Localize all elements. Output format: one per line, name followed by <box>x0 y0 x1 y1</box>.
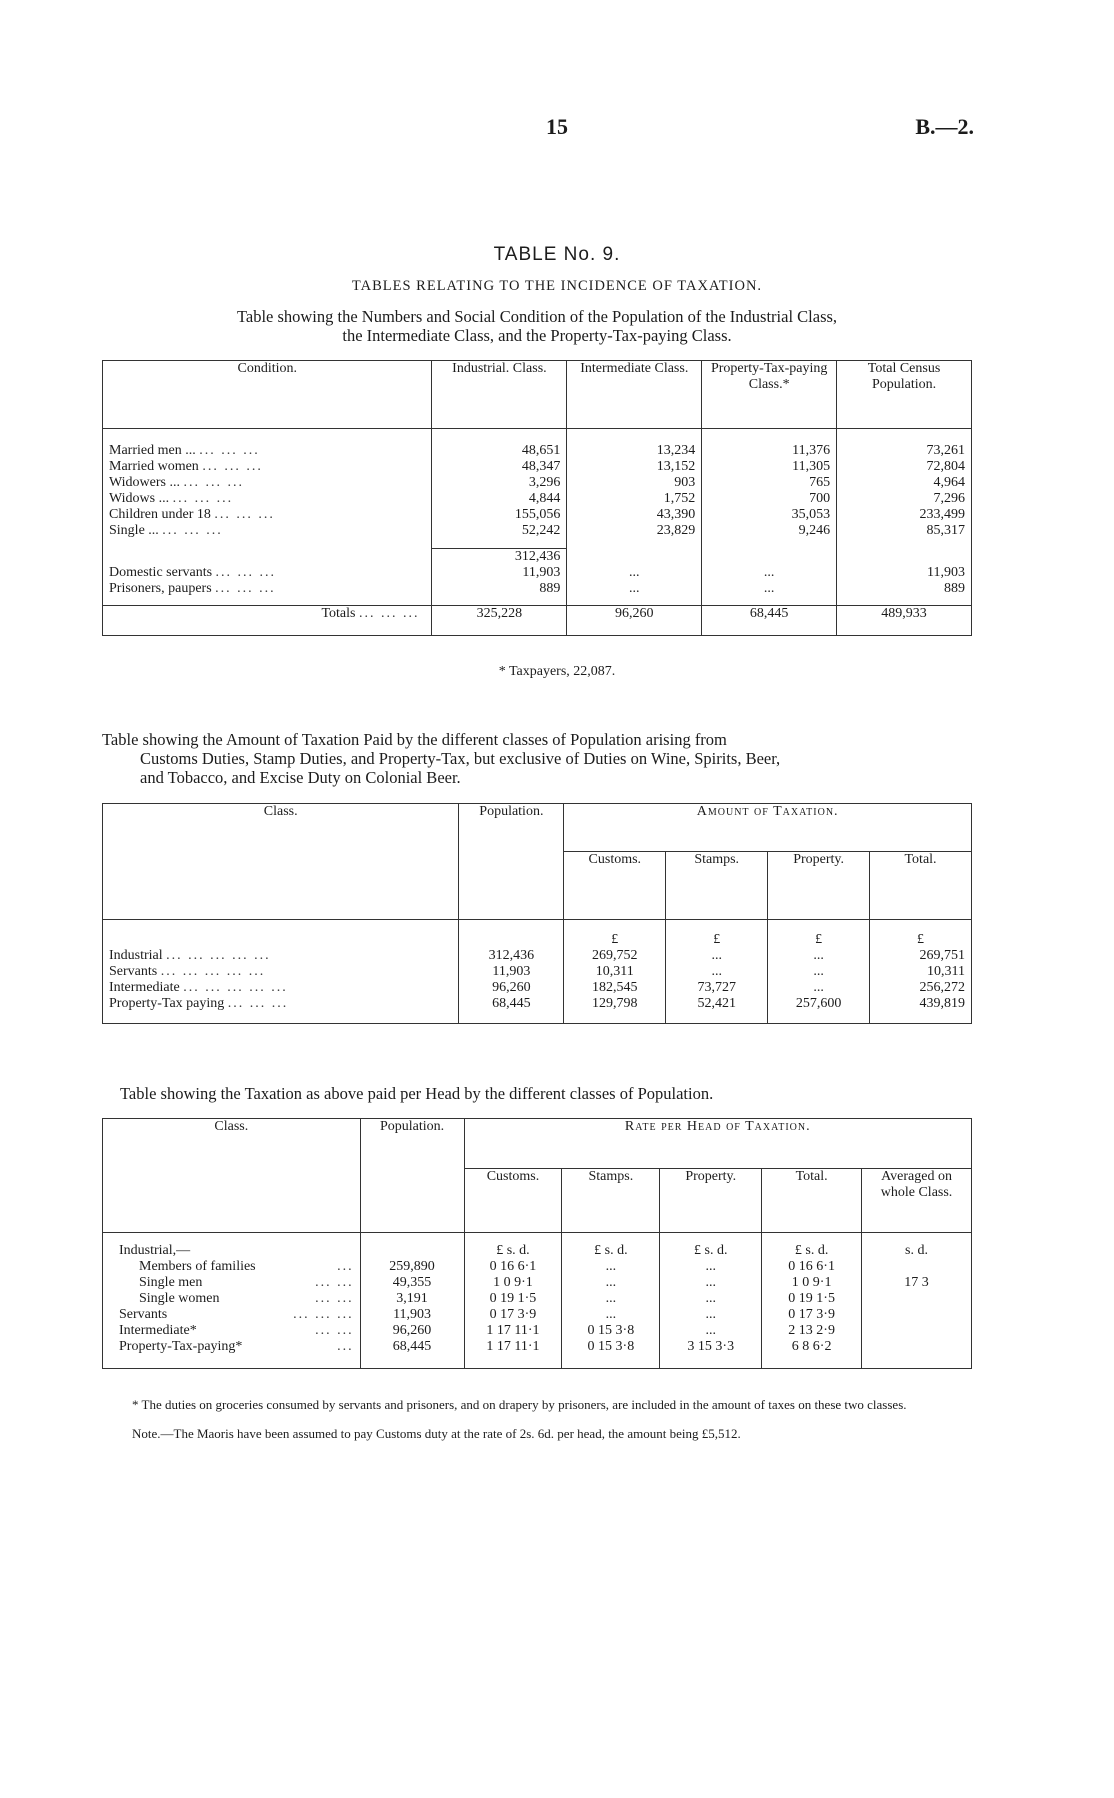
cell-total: 7,296 <box>837 491 972 507</box>
row-leader: ... ... ... <box>162 522 223 538</box>
row-label: Domestic servants <box>109 565 213 580</box>
cell-intermediate: 903 <box>567 475 702 491</box>
cell-population: 11,903 <box>459 964 564 980</box>
row-label: Intermediate* <box>119 1322 197 1338</box>
row-label: Property-Tax paying <box>109 995 225 1011</box>
cell-property: ... <box>660 1323 762 1339</box>
cell-stamps: 0 15 3·8 <box>562 1339 660 1355</box>
units-label: £ s. d. <box>660 1243 762 1259</box>
row-label: Members of families <box>139 1258 256 1274</box>
row-leader: ... ... ... <box>202 458 263 474</box>
cell-stamps: ... <box>562 1307 660 1323</box>
cell-property: 35,053 <box>702 507 837 523</box>
table-row <box>103 1243 972 1259</box>
cell-customs: 0 16 6·1 <box>464 1259 562 1275</box>
table-row <box>103 1259 972 1275</box>
row-label: Servants <box>119 1306 168 1322</box>
table1-footnote: * Taxpayers, 22,087. <box>498 664 616 679</box>
row-label: Servants <box>109 963 158 979</box>
totals-label: Totals <box>321 605 356 621</box>
currency-symbol: £ <box>564 932 666 948</box>
row-leader: ... ... ... <box>172 490 234 506</box>
col-header-stamps: Stamps. <box>666 852 768 920</box>
cell-total: 72,804 <box>837 459 972 475</box>
cell-intermediate: 13,234 <box>567 443 702 459</box>
table1-caption <box>102 307 972 345</box>
group-header-rate: Rate per Head of Taxation. <box>464 1119 971 1169</box>
cell-customs: 10,311 <box>564 964 666 980</box>
col-header-total: Total. <box>870 852 972 920</box>
row-leader: ... ... ... ... ... <box>160 963 266 979</box>
row-label: Industrial,— <box>119 1242 191 1258</box>
table1-caption-line1: Table showing the Numbers and Social Condition of the Population of the Industrial Class, <box>236 307 838 326</box>
row-label: Widowers ... <box>109 474 180 490</box>
cell-population: 259,890 <box>360 1259 464 1275</box>
cell-property: ... <box>768 964 870 980</box>
row-leader: ... ... <box>315 1322 354 1338</box>
table1-caption-line2: the Intermediate Class, and the Property-Tax-paying Class. <box>342 326 732 345</box>
cell-population: 49,355 <box>360 1275 464 1291</box>
table-row <box>103 507 972 523</box>
cell-industrial: 48,347 <box>432 459 567 475</box>
taxation-amount-table <box>102 803 972 1024</box>
row-label: Industrial <box>109 947 163 963</box>
cell-total: 6 8 6·2 <box>762 1339 862 1355</box>
row-leader: ... ... <box>315 1274 354 1290</box>
cell-customs: 129,798 <box>564 996 666 1012</box>
currency-symbol: £ <box>870 932 972 948</box>
cell-population: 68,445 <box>360 1339 464 1355</box>
row-leader: ... ... ... ... ... <box>166 947 271 963</box>
totals-row <box>103 605 972 635</box>
table-row <box>103 491 972 507</box>
cell-stamps: ... <box>666 948 768 964</box>
cell-industrial: 52,242 <box>432 523 567 539</box>
cell-customs: 1 17 11·1 <box>464 1339 562 1355</box>
cell-total: 4,964 <box>837 475 972 491</box>
table-row <box>103 1275 972 1291</box>
row-leader: ... ... ... <box>215 565 277 580</box>
cell-industrial: 4,844 <box>432 491 567 507</box>
subtotal-row <box>103 549 972 566</box>
per-head-table <box>102 1118 972 1369</box>
row-leader: ... ... ... ... ... <box>183 979 288 995</box>
row-leader: ... ... ... <box>227 995 289 1011</box>
row-leader: ... <box>337 1258 354 1274</box>
cell-property: 257,600 <box>768 996 870 1012</box>
cell-total: 85,317 <box>837 523 972 539</box>
table-row <box>103 443 972 459</box>
row-label: Intermediate <box>109 979 180 995</box>
cell-property: ... <box>660 1275 762 1291</box>
table-row <box>103 948 972 964</box>
row-leader: ... ... ... <box>358 605 420 621</box>
population-table <box>102 360 972 636</box>
cell-property: 3 15 3·3 <box>660 1339 762 1355</box>
row-leader: ... <box>337 1338 354 1354</box>
cell-property-total: 68,445 <box>702 605 837 635</box>
cell-total: 889 <box>837 581 972 597</box>
document-reference: B.—2. <box>915 114 974 139</box>
cell-property: ... <box>660 1307 762 1323</box>
cell-property: 765 <box>702 475 837 491</box>
row-label: Children under 18 <box>109 506 211 522</box>
cell-total: 0 19 1·5 <box>762 1291 862 1307</box>
table-row <box>103 1323 972 1339</box>
col-header-population: Population. <box>459 804 564 920</box>
row-leader: ... ... ... <box>214 506 275 522</box>
table2-caption-line3: and Tobacco, and Excise Duty on Colonial Beer. <box>140 768 461 787</box>
cell-total: 256,272 <box>870 980 972 996</box>
cell-industrial: 155,056 <box>432 507 567 523</box>
cell-population: 96,260 <box>459 980 564 996</box>
cell-property: 11,376 <box>702 443 837 459</box>
row-leader: ... ... ... <box>215 581 276 596</box>
cell-stamps: ... <box>562 1259 660 1275</box>
col-header-stamps: Stamps. <box>562 1169 660 1233</box>
cell-total: 439,819 <box>870 996 972 1012</box>
page-subtitle: TABLES RELATING TO THE INCIDENCE OF TAXATION. <box>351 278 763 294</box>
cell-subtotal: 312,436 <box>432 549 567 566</box>
table-row <box>103 1339 972 1355</box>
col-header-intermediate: Intermediate Class. <box>567 361 702 429</box>
col-header-customs: Customs. <box>564 852 666 920</box>
cell-customs: 1 0 9·1 <box>464 1275 562 1291</box>
cell-population: 3,191 <box>360 1291 464 1307</box>
cell-total: 10,311 <box>870 964 972 980</box>
table2-caption-line1: Table showing the Amount of Taxation Paid by the different classes of Population arising from <box>102 730 727 749</box>
taxes-footnote: * The duties on groceries consumed by servants and prisoners, and on drapery by prisoners, are included in the amount of taxes on these two classes. <box>132 1397 907 1412</box>
cell-total: 233,499 <box>837 507 972 523</box>
cell-stamps: 73,727 <box>666 980 768 996</box>
col-header-class: Class. <box>103 804 459 920</box>
cell-stamps: 52,421 <box>666 996 768 1012</box>
row-label: Single ... <box>109 522 159 538</box>
table-row <box>103 980 972 996</box>
cell-property: ... <box>768 980 870 996</box>
table-row <box>103 581 972 597</box>
cell-customs: 0 17 3·9 <box>464 1307 562 1323</box>
cell-total: 73,261 <box>837 443 972 459</box>
page-number: 15 <box>546 114 568 139</box>
cell-industrial: 48,651 <box>432 443 567 459</box>
cell-population: 68,445 <box>459 996 564 1012</box>
page-title: TABLE No. 9. <box>493 244 621 265</box>
group-header-amount: Amount of Taxation. <box>564 804 972 852</box>
table-row <box>103 996 972 1012</box>
maori-note: Note.—The Maoris have been assumed to pay Customs duty at the rate of 2s. 6d. per head, the amount being £5,512. <box>132 1426 741 1441</box>
table-row <box>103 964 972 980</box>
col-header-property: Property. <box>768 852 870 920</box>
col-header-total: Total. <box>762 1169 862 1233</box>
cell-property: ... <box>660 1291 762 1307</box>
units-label: £ s. d. <box>762 1243 862 1259</box>
cell-property: ... <box>660 1259 762 1275</box>
cell-property: ... <box>768 948 870 964</box>
row-leader: ... ... ... <box>199 442 260 458</box>
cell-intermediate: ... <box>567 581 702 597</box>
cell-property: 11,305 <box>702 459 837 475</box>
col-header-customs: Customs. <box>464 1169 562 1233</box>
col-header-class: Class. <box>103 1119 361 1233</box>
col-header-property: Property-Tax-paying Class.* <box>702 361 837 429</box>
table-row <box>103 459 972 475</box>
cell-intermediate: 1,752 <box>567 491 702 507</box>
cell-industrial: 3,296 <box>432 475 567 491</box>
units-label: £ s. d. <box>464 1243 562 1259</box>
cell-property: ... <box>702 581 837 597</box>
cell-intermediate-total: 96,260 <box>567 605 702 635</box>
units-label: £ s. d. <box>562 1243 660 1259</box>
row-label: Single men <box>139 1274 203 1290</box>
cell-average: 17 3 <box>862 1259 972 1307</box>
table2-caption-line2: Customs Duties, Stamp Duties, and Property-Tax, but exclusive of Duties on Wine, Spirits, Beer, <box>140 749 781 768</box>
table-row <box>103 1291 972 1307</box>
cell-customs: 182,545 <box>564 980 666 996</box>
cell-industrial-total: 325,228 <box>432 605 567 635</box>
cell-intermediate: ... <box>567 565 702 581</box>
cell-population: 11,903 <box>360 1307 464 1323</box>
row-label: Married women <box>109 458 199 474</box>
row-leader: ... ... <box>315 1290 354 1306</box>
table-row <box>103 1307 972 1323</box>
row-label: Property-Tax-paying* <box>119 1338 243 1354</box>
table2-caption <box>102 730 972 787</box>
col-header-industrial: Industrial. Class. <box>432 361 567 429</box>
col-header-total: Total Census Population. <box>837 361 972 429</box>
table-row <box>103 565 972 581</box>
cell-total: 2 13 2·9 <box>762 1323 862 1339</box>
units-label: s. d. <box>862 1243 972 1259</box>
col-header-condition: Condition. <box>103 361 432 429</box>
row-leader: ... ... ... <box>293 1306 354 1322</box>
cell-property: ... <box>702 565 837 581</box>
cell-stamps: ... <box>562 1275 660 1291</box>
cell-total: 0 17 3·9 <box>762 1307 862 1323</box>
row-label: Widows ... <box>109 490 170 506</box>
col-header-averaged: Averaged on whole Class. <box>862 1169 972 1233</box>
row-label: Married men ... <box>109 442 196 458</box>
cell-stamps: 0 15 3·8 <box>562 1323 660 1339</box>
cell-customs: 0 19 1·5 <box>464 1291 562 1307</box>
row-label: Prisoners, paupers <box>109 581 212 596</box>
cell-customs: 269,752 <box>564 948 666 964</box>
col-header-population: Population. <box>360 1119 464 1233</box>
col-header-property: Property. <box>660 1169 762 1233</box>
cell-intermediate: 23,829 <box>567 523 702 539</box>
cell-intermediate: 43,390 <box>567 507 702 523</box>
cell-total: 269,751 <box>870 948 972 964</box>
cell-stamps: ... <box>666 964 768 980</box>
cell-total: 1 0 9·1 <box>762 1275 862 1291</box>
currency-row <box>103 932 972 948</box>
cell-industrial: 889 <box>432 581 567 597</box>
cell-population: 312,436 <box>459 948 564 964</box>
cell-intermediate: 13,152 <box>567 459 702 475</box>
table3-caption: Table showing the Taxation as above paid per Head by the different classes of Population. <box>120 1084 714 1103</box>
row-label: Single women <box>139 1290 220 1306</box>
currency-symbol: £ <box>666 932 768 948</box>
cell-customs: 1 17 11·1 <box>464 1323 562 1339</box>
currency-symbol: £ <box>768 932 870 948</box>
cell-property: 9,246 <box>702 523 837 539</box>
cell-grand-total: 489,933 <box>837 605 972 635</box>
cell-total: 11,903 <box>837 565 972 581</box>
cell-total: 0 16 6·1 <box>762 1259 862 1275</box>
table-row <box>103 523 972 539</box>
cell-industrial: 11,903 <box>432 565 567 581</box>
cell-population: 96,260 <box>360 1323 464 1339</box>
row-leader: ... ... ... <box>183 474 244 490</box>
cell-stamps: ... <box>562 1291 660 1307</box>
table-row <box>103 475 972 491</box>
cell-property: 700 <box>702 491 837 507</box>
population-rows <box>103 443 972 636</box>
